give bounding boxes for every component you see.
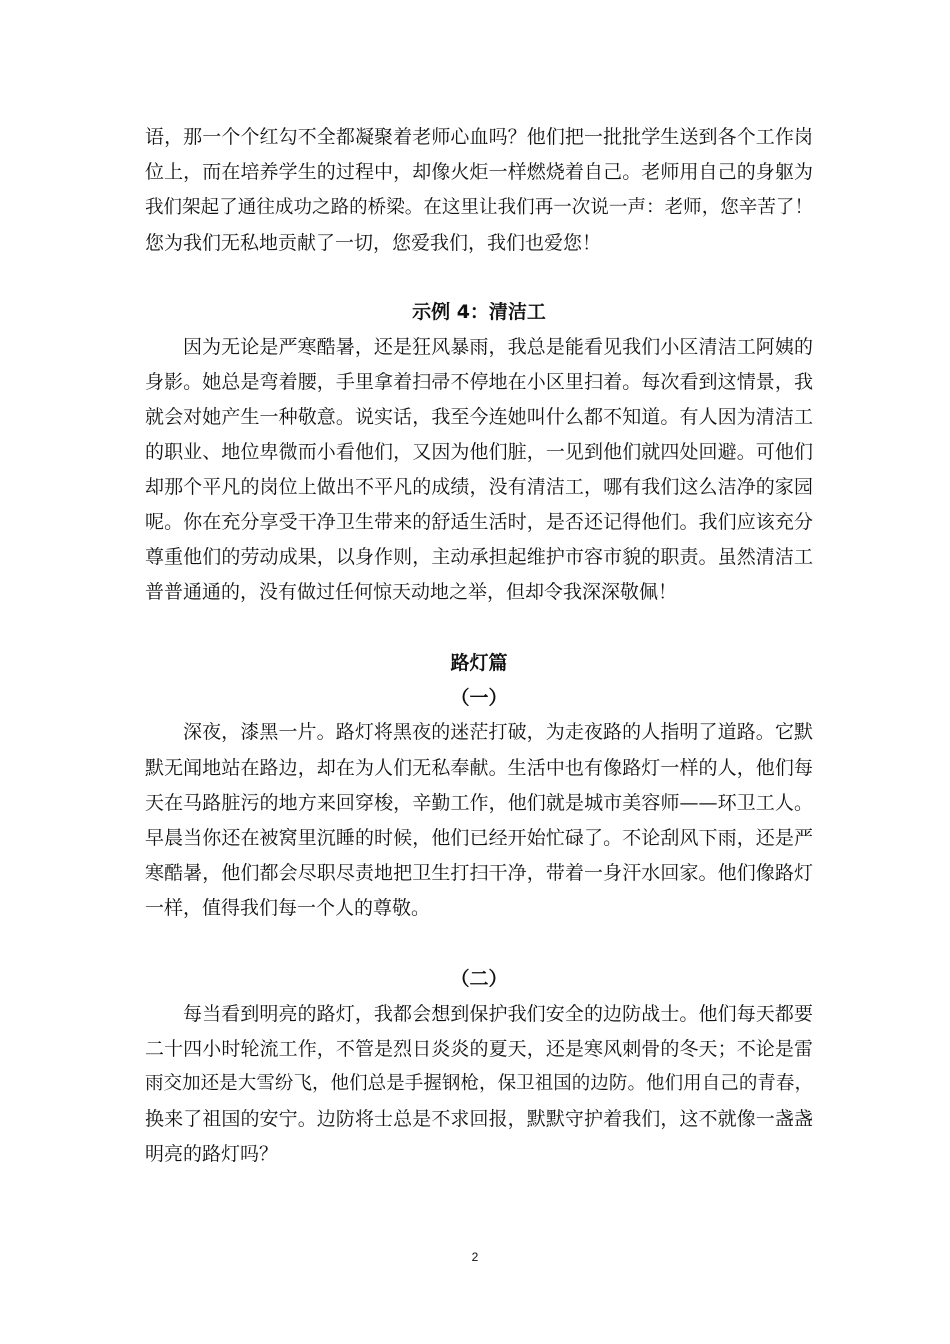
subsection-heading-part2: （二）	[450, 968, 508, 990]
paragraph-line: 因为无论是严寒酷暑，还是狂风暴雨，我总是能看见我们小区清洁工阿姨的	[183, 336, 813, 358]
paragraph-line: 语，那一个个红勾不全都凝聚着老师心血吗？他们把一批批学生送到各个工作岗	[145, 126, 813, 148]
paragraph-line: 您为我们无私地贡献了一切，您爱我们，我们也爱您！	[145, 232, 602, 254]
paragraph-line: 天在马路脏污的地方来回穿梭，辛勤工作，他们就是城市美容师——环卫工人。	[145, 792, 813, 814]
paragraph-line: 身影。她总是弯着腰，手里拿着扫帚不停地在小区里扫着。每次看到这情景，我	[145, 371, 813, 393]
paragraph-line: 就会对她产生一种敬意。说实话，我至今连她叫什么都不知道。有人因为清洁工	[145, 406, 813, 428]
paragraph-line: 尊重他们的劳动成果，以身作则，主动承担起维护市容市貌的职责。虽然清洁工	[145, 546, 813, 568]
paragraph-line: 的职业、地位卑微而小看他们，又因为他们脏，一见到他们就四处回避。可他们	[145, 441, 813, 463]
page-number: 2	[471, 1250, 479, 1264]
paragraph-line: 二十四小时轮流工作，不管是烈日炎炎的夏天，还是寒风刺骨的冬天；不论是雷	[145, 1038, 813, 1060]
paragraph-line: 一样，值得我们每一个人的尊敬。	[145, 897, 431, 919]
paragraph-line: 我们架起了通往成功之路的桥梁。在这里让我们再一次说一声：老师，您辛苦了！	[145, 197, 813, 218]
paragraph-line: 明亮的路灯吗？	[145, 1143, 279, 1165]
paragraph-line: 却那个平凡的岗位上做出不平凡的成绩，没有清洁工，哪有我们这么洁净的家园	[145, 476, 813, 498]
paragraph-line: 呢。你在充分享受干净卫生带来的舒适生活时，是否还记得他们。我们应该充分	[145, 511, 813, 533]
subsection-heading-part1: （一）	[450, 687, 508, 709]
section-heading-example4: 示例 4：清洁工	[412, 301, 546, 323]
paragraph-line: 寒酷暑，他们都会尽职尽责地把卫生打扫干净，带着一身汗水回家。他们像路灯	[145, 862, 813, 884]
paragraph-line: 换来了祖国的安宁。边防将士总是不求回报，默默守护着我们，这不就像一盏盏	[145, 1108, 813, 1130]
paragraph-line: 雨交加还是大雪纷飞，他们总是手握钢枪，保卫祖国的边防。他们用自己的青春，	[145, 1073, 813, 1094]
paragraph-line: 普普通通的，没有做过任何惊天动地之举，但却令我深深敬佩！	[145, 581, 678, 603]
paragraph-line: 位上，而在培养学生的过程中，却像火炬一样燃烧着自己。老师用自己的身躯为	[145, 161, 813, 183]
paragraph-line: 每当看到明亮的路灯，我都会想到保护我们安全的边防战士。他们每天都要	[183, 1003, 813, 1025]
paragraph-line: 默无闻地站在路边，却在为人们无私奉献。生活中也有像路灯一样的人，他们每	[145, 757, 813, 779]
paragraph-line: 深夜，漆黑一片。路灯将黑夜的迷茫打破，为走夜路的人指明了道路。它默	[183, 721, 813, 743]
paragraph-line: 早晨当你还在被窝里沉睡的时候，他们已经开始忙碌了。不论刮风下雨，还是严	[145, 827, 813, 849]
section-heading-streetlight: 路灯篇	[450, 652, 508, 674]
